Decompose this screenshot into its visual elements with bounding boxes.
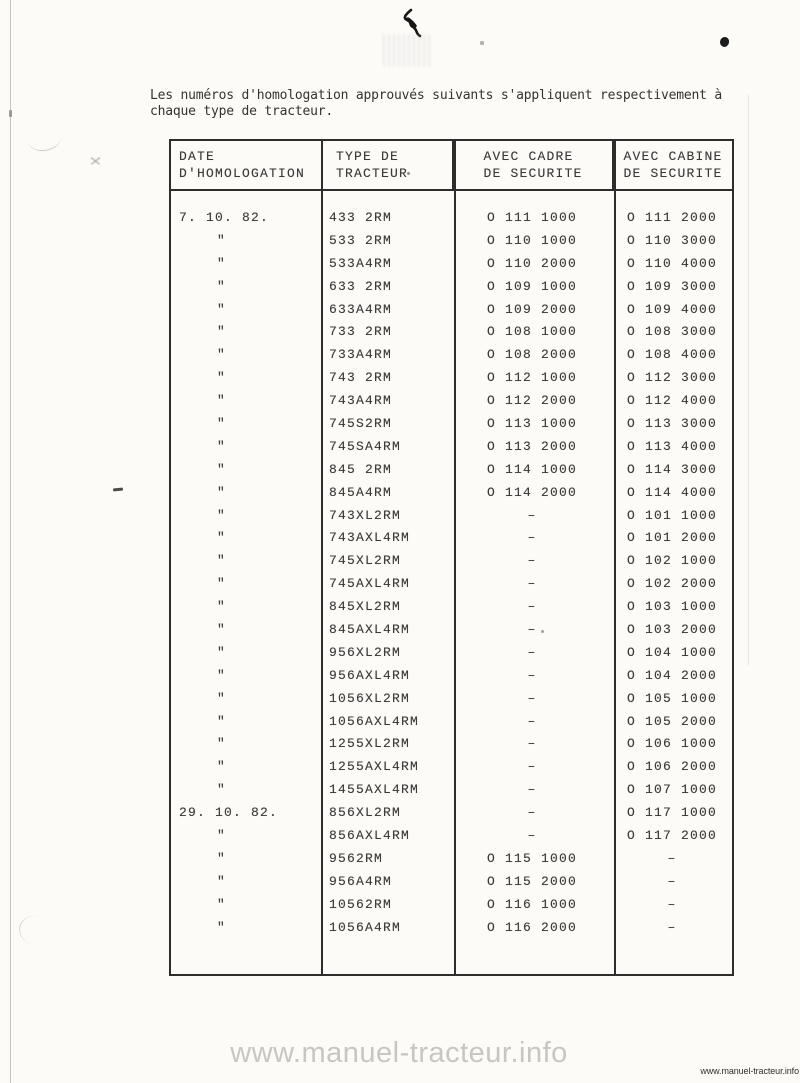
- header-type: [321, 141, 452, 189]
- type-cell: 1056A4RM: [329, 919, 402, 935]
- cadre-cell: O 116 1000: [486, 896, 577, 912]
- header-date-line1: DATE: [179, 149, 216, 164]
- intro-text-line2: chaque type de tracteur.: [150, 104, 334, 119]
- table-header-row: [171, 141, 732, 191]
- table-row: [171, 665, 732, 688]
- cabine-cell: O 114 3000: [626, 461, 717, 477]
- cadre-cell: O 115 1000: [486, 850, 577, 866]
- type-cell: 733A4RM: [329, 347, 393, 363]
- type-cell: 1255XL2RM: [329, 736, 411, 752]
- cabine-cell: O 110 3000: [626, 232, 717, 248]
- column-divider: [454, 141, 456, 974]
- cadre-cell: –: [527, 599, 537, 615]
- type-cell: 956AXL4RM: [329, 667, 411, 683]
- table-row: [171, 482, 732, 505]
- type-cell: 743XL2RM: [329, 507, 402, 523]
- table-row: [171, 894, 732, 917]
- cabine-cell: O 112 4000: [626, 393, 717, 409]
- type-cell: 733 2RM: [329, 324, 393, 340]
- type-cell: 10562RM: [329, 896, 393, 912]
- table-row: [171, 871, 732, 894]
- type-cell: 956A4RM: [329, 873, 393, 889]
- cadre-cell: O 110 1000: [486, 232, 577, 248]
- cadre-cell: –: [527, 667, 537, 683]
- cabine-cell: O 101 2000: [626, 530, 717, 546]
- date-cell: ": [217, 828, 227, 844]
- cabine-cell: O 103 1000: [626, 599, 717, 615]
- cadre-cell: –: [527, 690, 537, 706]
- date-cell: ": [217, 736, 227, 752]
- type-cell: 856AXL4RM: [329, 828, 411, 844]
- date-cell: ": [217, 484, 227, 500]
- table-row: [171, 848, 732, 871]
- cabine-cell: O 111 2000: [626, 210, 717, 225]
- table-row: [171, 253, 732, 276]
- cadre-cell: O 115 2000: [486, 873, 577, 889]
- cabine-cell: O 112 3000: [626, 370, 717, 386]
- type-cell: 433 2RM: [329, 210, 393, 225]
- date-cell: ": [217, 438, 227, 454]
- cabine-cell: O 110 4000: [626, 255, 717, 271]
- date-cell: ": [217, 896, 227, 912]
- date-cell: ": [217, 850, 227, 866]
- table-row: [171, 573, 732, 596]
- date-cell: ": [217, 919, 227, 935]
- scan-arc-mark-bottom: [16, 913, 52, 947]
- type-cell: 845AXL4RM: [329, 622, 411, 638]
- table-row: [171, 459, 732, 482]
- table-row: [171, 344, 732, 367]
- table-row: [171, 321, 732, 344]
- type-cell: 533A4RM: [329, 255, 393, 271]
- type-cell: 743 2RM: [329, 370, 393, 386]
- cadre-cell: –: [527, 622, 537, 638]
- header-date: [171, 141, 321, 189]
- type-cell: 745SA4RM: [329, 438, 402, 454]
- date-cell: ": [217, 461, 227, 477]
- table-row: [171, 527, 732, 550]
- cabine-cell: O 108 4000: [626, 347, 717, 363]
- scan-fold-line: [748, 95, 749, 665]
- cadre-cell: O 114 1000: [486, 461, 577, 477]
- table-row: [171, 802, 732, 825]
- scan-edge-line: [10, 0, 11, 1083]
- cabine-cell: O 108 3000: [626, 324, 717, 340]
- date-cell: ": [217, 324, 227, 340]
- table-row: [171, 756, 732, 779]
- column-divider: [321, 141, 323, 974]
- cadre-cell: –: [527, 759, 537, 775]
- date-cell: ": [217, 667, 227, 683]
- type-cell: 743AXL4RM: [329, 530, 411, 546]
- cadre-cell: O 108 2000: [486, 347, 577, 363]
- type-cell: 856XL2RM: [329, 805, 402, 821]
- date-cell: ": [217, 599, 227, 615]
- date-cell: ": [217, 393, 227, 409]
- table-body: [171, 207, 732, 940]
- cabine-cell: O 113 3000: [626, 416, 717, 432]
- scan-arc-mark-top: [25, 124, 62, 153]
- type-cell: 845XL2RM: [329, 599, 402, 615]
- cadre-cell: –: [527, 713, 537, 729]
- date-cell: ": [217, 278, 227, 294]
- cadre-cell: –: [527, 576, 537, 592]
- table-row: [171, 390, 732, 413]
- header-cabine-line2: DE SECURITE: [623, 166, 723, 181]
- watermark-site-url: www.manuel-tracteur.info: [230, 1037, 568, 1069]
- table-row: [171, 436, 732, 459]
- cabine-cell: O 117 2000: [626, 828, 717, 844]
- date-cell: ": [217, 873, 227, 889]
- date-cell: ": [217, 507, 227, 523]
- date-cell: ": [217, 622, 227, 638]
- table-row: [171, 230, 732, 253]
- cabine-cell: O 114 4000: [626, 484, 717, 500]
- cadre-cell: –: [527, 644, 537, 660]
- header-type-line2: TRACTEUR: [336, 166, 409, 181]
- date-cell: ": [217, 301, 227, 317]
- date-cell: ": [217, 644, 227, 660]
- date-cell: ": [217, 759, 227, 775]
- date-cell: 29. 10. 82.: [179, 805, 279, 821]
- cadre-cell: –: [527, 782, 537, 798]
- cabine-cell: O 103 2000: [626, 622, 717, 638]
- cabine-cell: O 102 1000: [626, 553, 717, 569]
- header-cadre-line1: AVEC CADRE: [483, 149, 574, 164]
- header-cadre-line2: DE SECURITE: [483, 166, 583, 181]
- header-cabine: [612, 141, 732, 189]
- type-cell: 533 2RM: [329, 232, 393, 248]
- column-divider: [614, 141, 616, 974]
- header-cadre: [452, 141, 612, 189]
- intro-text-line1: Les numéros d'homologation approuvés suivants s'appliquent respectivement à: [150, 88, 722, 103]
- type-cell: 845 2RM: [329, 461, 393, 477]
- table-row: [171, 917, 732, 940]
- cadre-cell: O 110 2000: [486, 255, 577, 271]
- cadre-cell: –: [527, 736, 537, 752]
- type-cell: 745S2RM: [329, 416, 393, 432]
- cadre-cell: O 109 1000: [486, 278, 577, 294]
- faded-stamp-mark: [383, 34, 431, 66]
- date-cell: ": [217, 713, 227, 729]
- type-cell: 956XL2RM: [329, 644, 402, 660]
- cadre-cell: O 113 2000: [486, 438, 577, 454]
- margin-dash-mark: [113, 488, 123, 491]
- date-cell: ": [217, 255, 227, 271]
- table-row: [171, 779, 732, 802]
- table-row: [171, 825, 732, 848]
- date-cell: ": [217, 416, 227, 432]
- table-row: [171, 367, 732, 390]
- cabine-cell: –: [667, 896, 677, 912]
- cabine-cell: O 113 4000: [626, 438, 717, 454]
- type-cell: 1255AXL4RM: [329, 759, 420, 775]
- cabine-cell: –: [667, 850, 677, 866]
- date-cell: ": [217, 530, 227, 546]
- cabine-cell: O 104 2000: [626, 667, 717, 683]
- scan-speck: [480, 41, 484, 45]
- type-cell: 845A4RM: [329, 484, 393, 500]
- date-cell: ": [217, 576, 227, 592]
- type-cell: 745AXL4RM: [329, 576, 411, 592]
- type-cell: 743A4RM: [329, 393, 393, 409]
- header-cabine-line1: AVEC CABINE: [623, 149, 723, 164]
- ink-dot-mark: [719, 36, 730, 47]
- cabine-cell: O 104 1000: [626, 644, 717, 660]
- watermark-corner-url: www.manuel-tracteur.info: [700, 1066, 799, 1076]
- type-cell: 633A4RM: [329, 301, 393, 317]
- cabine-cell: O 107 1000: [626, 782, 717, 798]
- table-row: [171, 688, 732, 711]
- cadre-cell: O 112 2000: [486, 393, 577, 409]
- cadre-cell: –: [527, 828, 537, 844]
- cadre-cell: O 111 1000: [486, 210, 577, 225]
- date-cell: ": [217, 347, 227, 363]
- cadre-cell: –: [527, 553, 537, 569]
- date-cell: 7. 10. 82.: [179, 210, 270, 225]
- scan-edge-mark: [9, 110, 12, 117]
- date-cell: ": [217, 553, 227, 569]
- cadre-cell: –: [527, 530, 537, 546]
- cadre-cell: O 108 1000: [486, 324, 577, 340]
- table-row: [171, 207, 732, 230]
- type-cell: 1056XL2RM: [329, 690, 411, 706]
- cadre-cell: O 113 1000: [486, 416, 577, 432]
- table-row: [171, 619, 732, 642]
- cabine-cell: O 101 1000: [626, 507, 717, 523]
- cadre-cell: O 116 2000: [486, 919, 577, 935]
- table-row: [171, 642, 732, 665]
- table-row: [171, 550, 732, 573]
- date-cell: ": [217, 690, 227, 706]
- type-cell: 633 2RM: [329, 278, 393, 294]
- table-row: [171, 299, 732, 322]
- header-date-line2: D'HOMOLOGATION: [179, 166, 306, 181]
- type-cell: 1056AXL4RM: [329, 713, 420, 729]
- cadre-cell: –: [527, 805, 537, 821]
- type-cell: 9562RM: [329, 850, 384, 866]
- type-cell: 1455AXL4RM: [329, 782, 420, 798]
- cabine-cell: O 105 2000: [626, 713, 717, 729]
- cadre-cell: O 114 2000: [486, 484, 577, 500]
- cadre-cell: O 109 2000: [486, 301, 577, 317]
- date-cell: ": [217, 370, 227, 386]
- cabine-cell: –: [667, 873, 677, 889]
- table-row: [171, 711, 732, 734]
- cabine-cell: O 109 4000: [626, 301, 717, 317]
- date-cell: ": [217, 782, 227, 798]
- cabine-cell: –: [667, 919, 677, 935]
- cabine-cell: O 106 2000: [626, 759, 717, 775]
- cadre-cell: –: [527, 507, 537, 523]
- table-row: [171, 413, 732, 436]
- table-row: [171, 505, 732, 528]
- table-row: [171, 596, 732, 619]
- homologation-table: [169, 139, 734, 976]
- table-row: [171, 276, 732, 299]
- header-type-line1: TYPE DE: [336, 149, 400, 164]
- cabine-cell: O 102 2000: [626, 576, 717, 592]
- table-row: [171, 733, 732, 756]
- cabine-cell: O 105 1000: [626, 690, 717, 706]
- cabine-cell: O 109 3000: [626, 278, 717, 294]
- date-cell: ": [217, 232, 227, 248]
- cabine-cell: O 106 1000: [626, 736, 717, 752]
- cadre-cell: O 112 1000: [486, 370, 577, 386]
- cabine-cell: O 117 1000: [626, 805, 717, 821]
- type-cell: 745XL2RM: [329, 553, 402, 569]
